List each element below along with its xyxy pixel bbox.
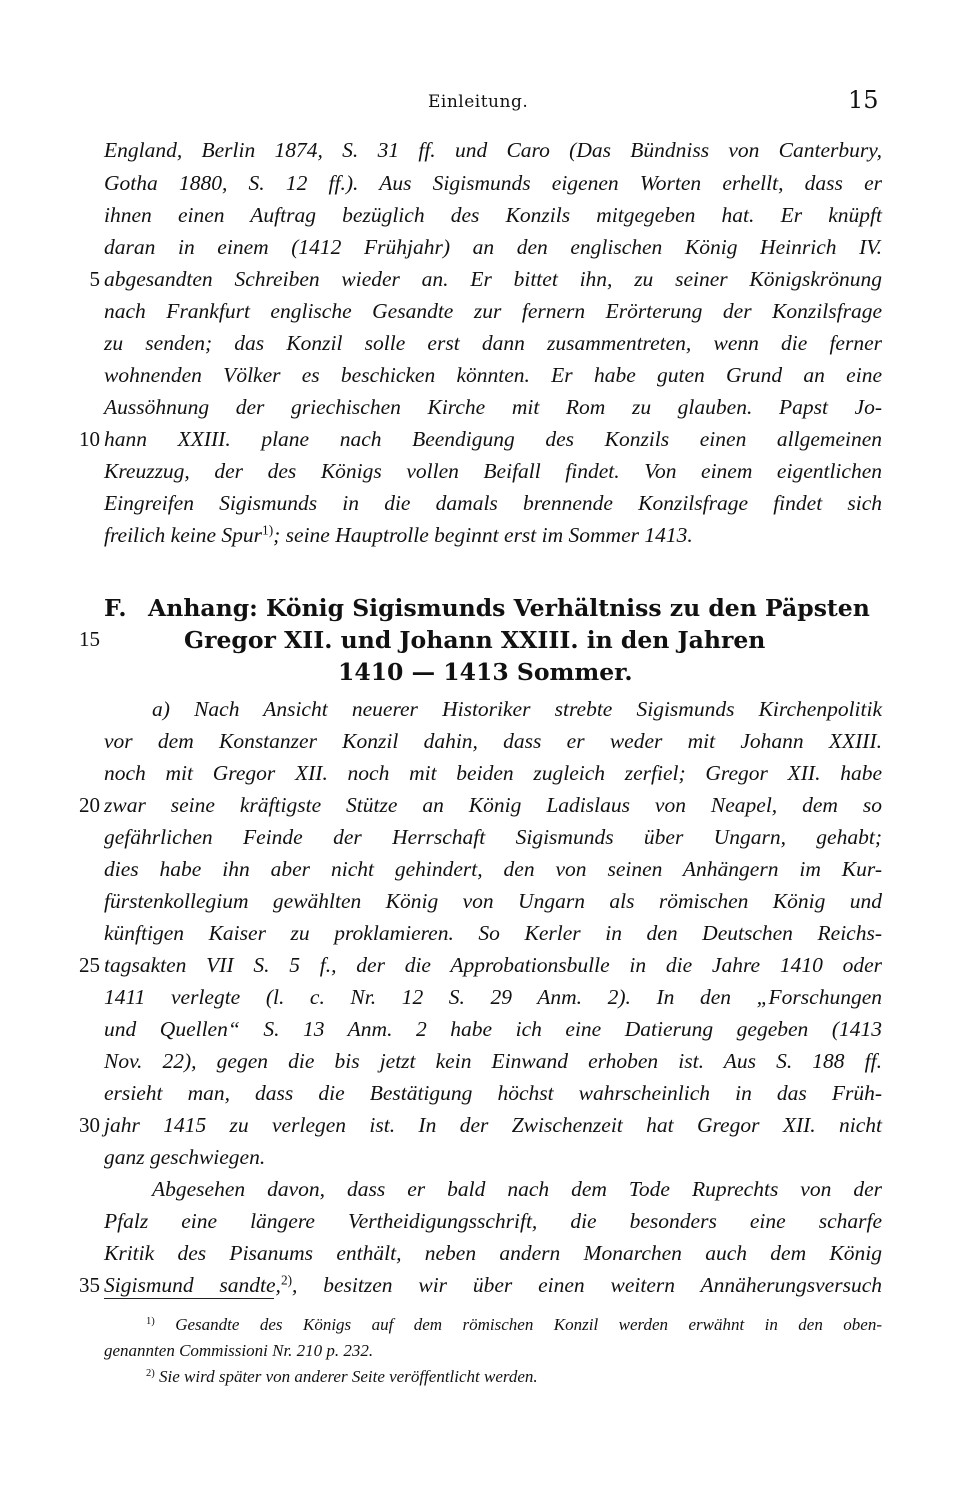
text-line: ihnen einen Auftrag bezüglich des Konzils mitgegeben hat. Er knüpft xyxy=(104,203,882,227)
text-line: noch mit Gregor XII. noch mit beiden zugleich zerfiel; Gregor XII. habe xyxy=(104,761,882,785)
text-line: zu senden; das Konzil solle erst dann zusammentreten, wenn die ferner xyxy=(104,331,882,355)
footnote-mark: 1) xyxy=(146,1316,155,1328)
text-line: vor dem Konstanzer Konzil dahin, dass er weder mit Johann XXIII. xyxy=(104,729,882,753)
line-number: 30 xyxy=(79,1113,100,1137)
text-line: ersieht man, dass die Bestätigung höchst wahrscheinlich in das Früh- xyxy=(104,1081,882,1105)
text-line: jahr 1415 zu verlegen ist. In der Zwischenzeit hat Gregor XII. nicht xyxy=(104,1113,882,1137)
footnote-line: $^{2)}$ Sie wird später von anderer Seite veröffentlicht werden. xyxy=(146,1367,538,1386)
text-line: zwar seine kräftigste Stütze an König Ladislaus von Neapel, dem so xyxy=(104,793,882,817)
footnote-line: $^{1)}$ Gesandte des Königs auf dem römischen Konzil werden erwähnt in den oben- xyxy=(146,1315,883,1334)
line-number: 10 xyxy=(79,427,100,451)
section-heading-line: Anhang: König Sigismunds Verhältniss zu den Päpsten xyxy=(148,594,870,622)
text-line: Sigismund sandte,$^{2)}$, besitzen wir über einen weitern Annäherungsversuch xyxy=(104,1272,882,1297)
text-line: daran in einem (1412 Frühjahr) an den englischen König Heinrich IV. xyxy=(104,235,882,259)
section-label: F. xyxy=(104,594,127,622)
text-line: Eingreifen Sigismunds in die damals brennende Konzilsfrage findet sich xyxy=(104,491,882,515)
footnote-mark: 2) xyxy=(146,1368,155,1380)
text-line: 1411 verlegte (l. c. Nr. 12 S. 29 Anm. 2). In den „Forschungen xyxy=(104,985,882,1009)
section-heading-line: Gregor XII. und Johann XXIII. in den Jahren xyxy=(184,626,766,654)
text-line: a) Nach Ansicht neuerer Historiker strebte Sigismunds Kirchenpolitik xyxy=(152,697,882,721)
section-heading-line: 1410 — 1413 Sommer. xyxy=(338,658,633,686)
text-line: ganz geschwiegen. xyxy=(104,1145,266,1169)
text-line: Pfalz eine längere Vertheidigungsschrift, die besonders eine scharfe xyxy=(104,1209,882,1233)
page-number: 15 xyxy=(848,86,879,114)
line-number: 15 xyxy=(79,627,100,651)
line-number: 20 xyxy=(79,793,100,817)
text-line: fürstenkollegium gewählten König von Ungarn als römischen König und xyxy=(104,889,882,913)
text-line: freilich keine Spur$^{1)}$; seine Hauptrolle beginnt erst im Sommer 1413. xyxy=(104,522,693,547)
footnote-ref: 2) xyxy=(280,1272,293,1288)
text-line: wohnenden Völker es beschicken könnten. Er habe guten Grund an eine xyxy=(104,363,882,387)
text-line: nach Frankfurt englische Gesandte zur fernern Erörterung der Konzilsfrage xyxy=(104,299,882,323)
line-number: 35 xyxy=(79,1273,100,1297)
text-line: hann XXIII. plane nach Beendigung des Konzils einen allgemeinen xyxy=(104,427,882,451)
footnote-line: genannten Commissioni Nr. 210 p. 232. xyxy=(104,1341,374,1360)
text-line: Abgesehen davon, dass er bald nach dem Tode Ruprechts von der xyxy=(152,1177,882,1201)
text-line: gefährlichen Feinde der Herrschaft Sigismunds über Ungarn, gehabt; xyxy=(104,825,882,849)
text-line: Nov. 22), gegen die bis jetzt kein Einwand erhoben ist. Aus S. 188 ff. xyxy=(104,1049,882,1073)
running-header: Einleitung. xyxy=(428,92,529,112)
text-line: Kreuzzug, der des Königs vollen Beifall findet. Von einem eigentlichen xyxy=(104,459,882,483)
text-line: Gotha 1880, S. 12 ff.). Aus Sigismunds eigenen Worten erhellt, dass er xyxy=(104,171,882,195)
footnote-ref: 1) xyxy=(262,522,274,538)
text-line: und Quellen“ S. 13 Anm. 2 habe ich eine Datierung gegeben (1413 xyxy=(104,1017,882,1041)
text-line: England, Berlin 1874, S. 31 ff. und Caro (Das Bündniss von Canterbury, xyxy=(104,138,882,162)
line-number: 5 xyxy=(89,267,100,291)
footnote-divider xyxy=(104,1298,274,1299)
text-line: Aussöhnung der griechischen Kirche mit Rom zu glauben. Papst Jo- xyxy=(104,395,882,419)
text-line: künftigen Kaiser zu proklamieren. So Kerler in den Deutschen Reichs- xyxy=(104,921,882,945)
text-line: Kritik des Pisanums enthält, neben andern Monarchen auch dem König xyxy=(104,1241,882,1265)
line-number: 25 xyxy=(79,953,100,977)
text-line: abgesandten Schreiben wieder an. Er bittet ihn, zu seiner Königskrönung xyxy=(104,267,882,291)
text-line: dies habe ihn aber nicht gehindert, den von seinen Anhängern im Kur- xyxy=(104,857,882,881)
text-line: tagsakten VII S. 5 f., der die Approbationsbulle in die Jahre 1410 oder xyxy=(104,953,882,977)
